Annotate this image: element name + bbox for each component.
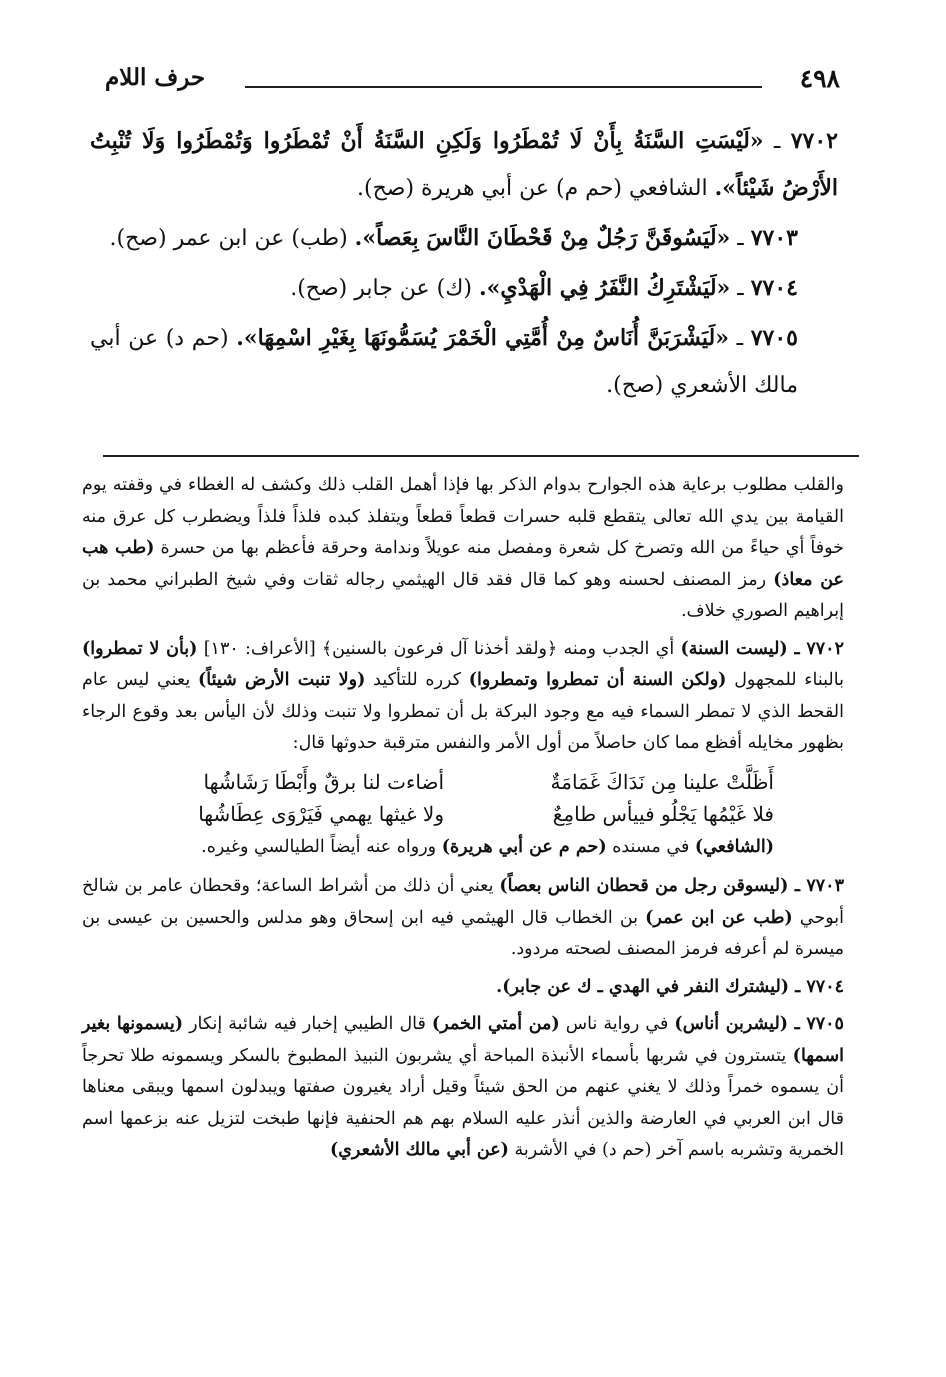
commentary-text: يعني ليس عام القحط الذي لا تمطر السماء فيه مع وجود البركة بل أن تمطروا ولا تنبت وذلك لأن اليأس بعد وقوع الرجاء بظهور مخايله أفظع مما كان حاصلاً من أول الأمر والنفس مترقبة حدوثها قال: xyxy=(82,670,844,753)
commentary-text: أي الجدب ومنه ﴿ولقد أخذنا آل فرعون بالسنين﴾ [الأعراف: ١٣٠] xyxy=(203,638,675,659)
commentary-text: بالبناء للمجهول xyxy=(734,670,844,690)
commentary-text: يتسترون في شربها بأسماء الأنبذة المباحة أي يشربون النبيذ المطبوخ بالسكر ويسمونه طلا تحرجاً أن يسموه خمراً وذلك لا يغني عنهم من الحق شيئاً وقيل أراد يغيرون صفتها ويبدلون اسمها ويبقى معناها قال ابن العربي في العارضة والذين أنذر عليه السلام بهم هم الحنفية فإنها طبخت لتزيل عنه بزعمها اسم الخمرية وتشربه باسم آخر xyxy=(82,1045,844,1160)
commentary-text: قال الطيبي إخبار فيه شائبة إنكار xyxy=(189,1014,426,1034)
commentary-bold: (طب هب عن معاذ) xyxy=(82,538,845,590)
poem-hemistich: أضاءت لنا برقٌ وأَبْطَا رَشَاشُها xyxy=(203,769,444,794)
poem-hemistich: فلا غَيْمُها يَجْلُو فييأس طامِعٌ xyxy=(552,801,774,826)
page-number: ٤٩٨ xyxy=(799,64,840,93)
hadith-7704: ٧٧٠٤ ـ «لَيَشْتَرِكُ النَّفَرُ فِي الْهَدْيِ». (ك) عن جابر (صح). xyxy=(290,275,798,301)
poem-verse xyxy=(82,798,774,830)
hadith-text: «لَيَشْتَرِكُ النَّفَرُ فِي الْهَدْيِ». xyxy=(478,275,731,301)
commentary-text: كرره للتأكيد xyxy=(373,670,462,690)
commentary-bold: ٧٧٠٣ ـ (ليسوقن رجل من قحطان الناس بعصاً) xyxy=(499,876,844,896)
hadith-7705: ٧٧٠٥ ـ «لَيَشْرَبَنَّ أُنَاسٌ مِنْ أُمَّتِي الْخَمْرَ يُسَمُّونَهَا بِغَيْرِ اسْمِهَا». (حم د) عن أبي مالك الأشعري (صح). xyxy=(90,325,798,398)
commentary-7703 xyxy=(82,871,844,966)
hadith-number: ٧٧٠٥ xyxy=(750,325,798,351)
commentary-7705 xyxy=(82,1009,844,1167)
hadith-list xyxy=(90,118,838,412)
commentary-text: في مسنده xyxy=(612,836,690,857)
commentary-text: (حم د) في الأشربة xyxy=(514,1140,652,1160)
poem-verse xyxy=(82,766,774,798)
commentary-bold: (من أمتي الخمر) xyxy=(431,1014,560,1034)
commentary-text: رمز المصنف لحسنه وهو كما قال فقد قال الهيثمي رجاله ثقات وفي شيخ الطبراني محمد بن إبراهيم الصوري خلاف. xyxy=(82,569,844,621)
commentary-text: ورواه عنه أيضاً الطيالسي وغيره. xyxy=(201,836,437,857)
hadith-source: (ك) عن جابر (صح). xyxy=(290,276,472,301)
commentary-bold: ٧٧٠٤ ـ (ليشترك النفر في الهدي ـ ك عن جابر). xyxy=(496,976,844,997)
commentary-text: يعني أن ذلك من أشراط الساعة؛ وقحطان عامر بن شالخ أبوحي xyxy=(82,876,844,928)
commentary-bold: (ولا تنبت الأرض شيئاً) xyxy=(197,670,366,690)
header-rule xyxy=(245,86,762,88)
commentary-bold: (عن أبي مالك الأشعري) xyxy=(329,1140,509,1160)
commentary-bold: (ولكن السنة أن تمطروا وتمطروا) xyxy=(468,670,727,690)
commentary-bold: (حم م عن أبي هريرة) xyxy=(441,836,607,857)
commentary-7704 xyxy=(82,972,844,1004)
hadith-7703: ٧٧٠٣ ـ «لَيَسُوقَنَّ رَجُلٌ مِنْ قَحْطَانَ النَّاسَ بِعَصاً». (طب) عن ابن عمر (صح). xyxy=(109,225,798,251)
commentary-bold: (الشافعي) xyxy=(694,836,774,857)
hadith-number: ٧٧٠٤ xyxy=(750,275,798,301)
hadith-text: «لَيَسُوقَنَّ رَجُلٌ مِنْ قَحْطَانَ النَّاسَ بِعَصاً». xyxy=(354,225,731,251)
hadith-source: الشافعي (حم م) عن أبي هريرة (صح). xyxy=(357,176,708,201)
hadith-source: (طب) عن ابن عمر (صح). xyxy=(109,226,348,251)
chapter-title: حرف اللام xyxy=(105,64,206,91)
poem-source-note xyxy=(82,832,844,864)
commentary-7702 xyxy=(82,634,844,760)
poem-hemistich: أَظَلَّتْ علينا مِن نَدَاكَ غَمَامَةٌ xyxy=(550,769,774,794)
commentary-intro xyxy=(82,470,844,628)
commentary-bold: ٧٧٠٥ ـ (ليشربن أناس) xyxy=(674,1014,844,1034)
hadith-number: ٧٧٠٣ xyxy=(750,225,798,251)
commentary-bold: ٧٧٠٢ ـ (ليست السنة) xyxy=(680,638,844,659)
poem xyxy=(82,766,844,830)
commentary-bold: (بأن لا تمطروا) xyxy=(82,638,198,659)
hadith-7702: ٧٧٠٢ ـ «لَيْسَتِ السَّنَةُ بِأَنْ لَا تُمْطَرُوا وَلَكِنِ السَّنَةُ أَنْ تُمْطَرُوا وَتُمْطَرُوا وَلَا تُنْبِتُ الأَرْضُ شَيْئاً». الشافعي (حم م) عن أبي هريرة (صح). xyxy=(90,128,838,201)
commentary-text: والقلب مطلوب برعاية هذه الجوارح بدوام الذكر بها فإذا أهمل القلب ذلك وكشف له الغطاء في وقفته يوم القيامة بين يدي الله تعالى يتقطع قلبه حسرات قطعاً قطعاً ويتفلذ كبده فلذاً فلذاً ويضطرب كل عرق منه خوفاً أي حياءً من الله وتصرخ كل شعرة ومفصل منه عويلاً وندامة وحرقة فأعظم بها من حسرة xyxy=(82,475,844,558)
commentary-section xyxy=(82,470,844,1173)
commentary-text: بن الخطاب قال الهيثمي فيه ابن إسحاق وهو مدلس والحسين بن عيسى بن ميسرة لم أعرفه فرمز المصنف لصحته مردود. xyxy=(82,907,844,959)
hadith-number: ٧٧٠٢ xyxy=(790,128,838,154)
hadith-text: «لَيَشْرَبَنَّ أُنَاسٌ مِنْ أُمَّتِي الْخَمْرَ يُسَمُّونَهَا بِغَيْرِ اسْمِهَا». xyxy=(236,325,729,351)
commentary-bold: (طب عن ابن عمر) xyxy=(645,907,793,928)
poem-hemistich: ولا غيثها يهمي فَيَرْوَى عِطَاشُها xyxy=(198,801,444,826)
hadith-source: (حم د) عن أبي مالك الأشعري (صح). xyxy=(90,326,798,398)
commentary-bold: (يسمونها بغير اسمها) xyxy=(82,1014,844,1066)
page-header xyxy=(105,62,840,102)
commentary-text: في رواية ناس xyxy=(565,1014,669,1034)
hadith-text: «لَيْسَتِ السَّنَةُ بِأَنْ لَا تُمْطَرُوا وَلَكِنِ السَّنَةُ أَنْ تُمْطَرُوا وَتُمْطَرُوا وَلَا تُنْبِتُ الأَرْضُ شَيْئاً». xyxy=(90,128,838,201)
footnote-separator xyxy=(103,455,859,457)
